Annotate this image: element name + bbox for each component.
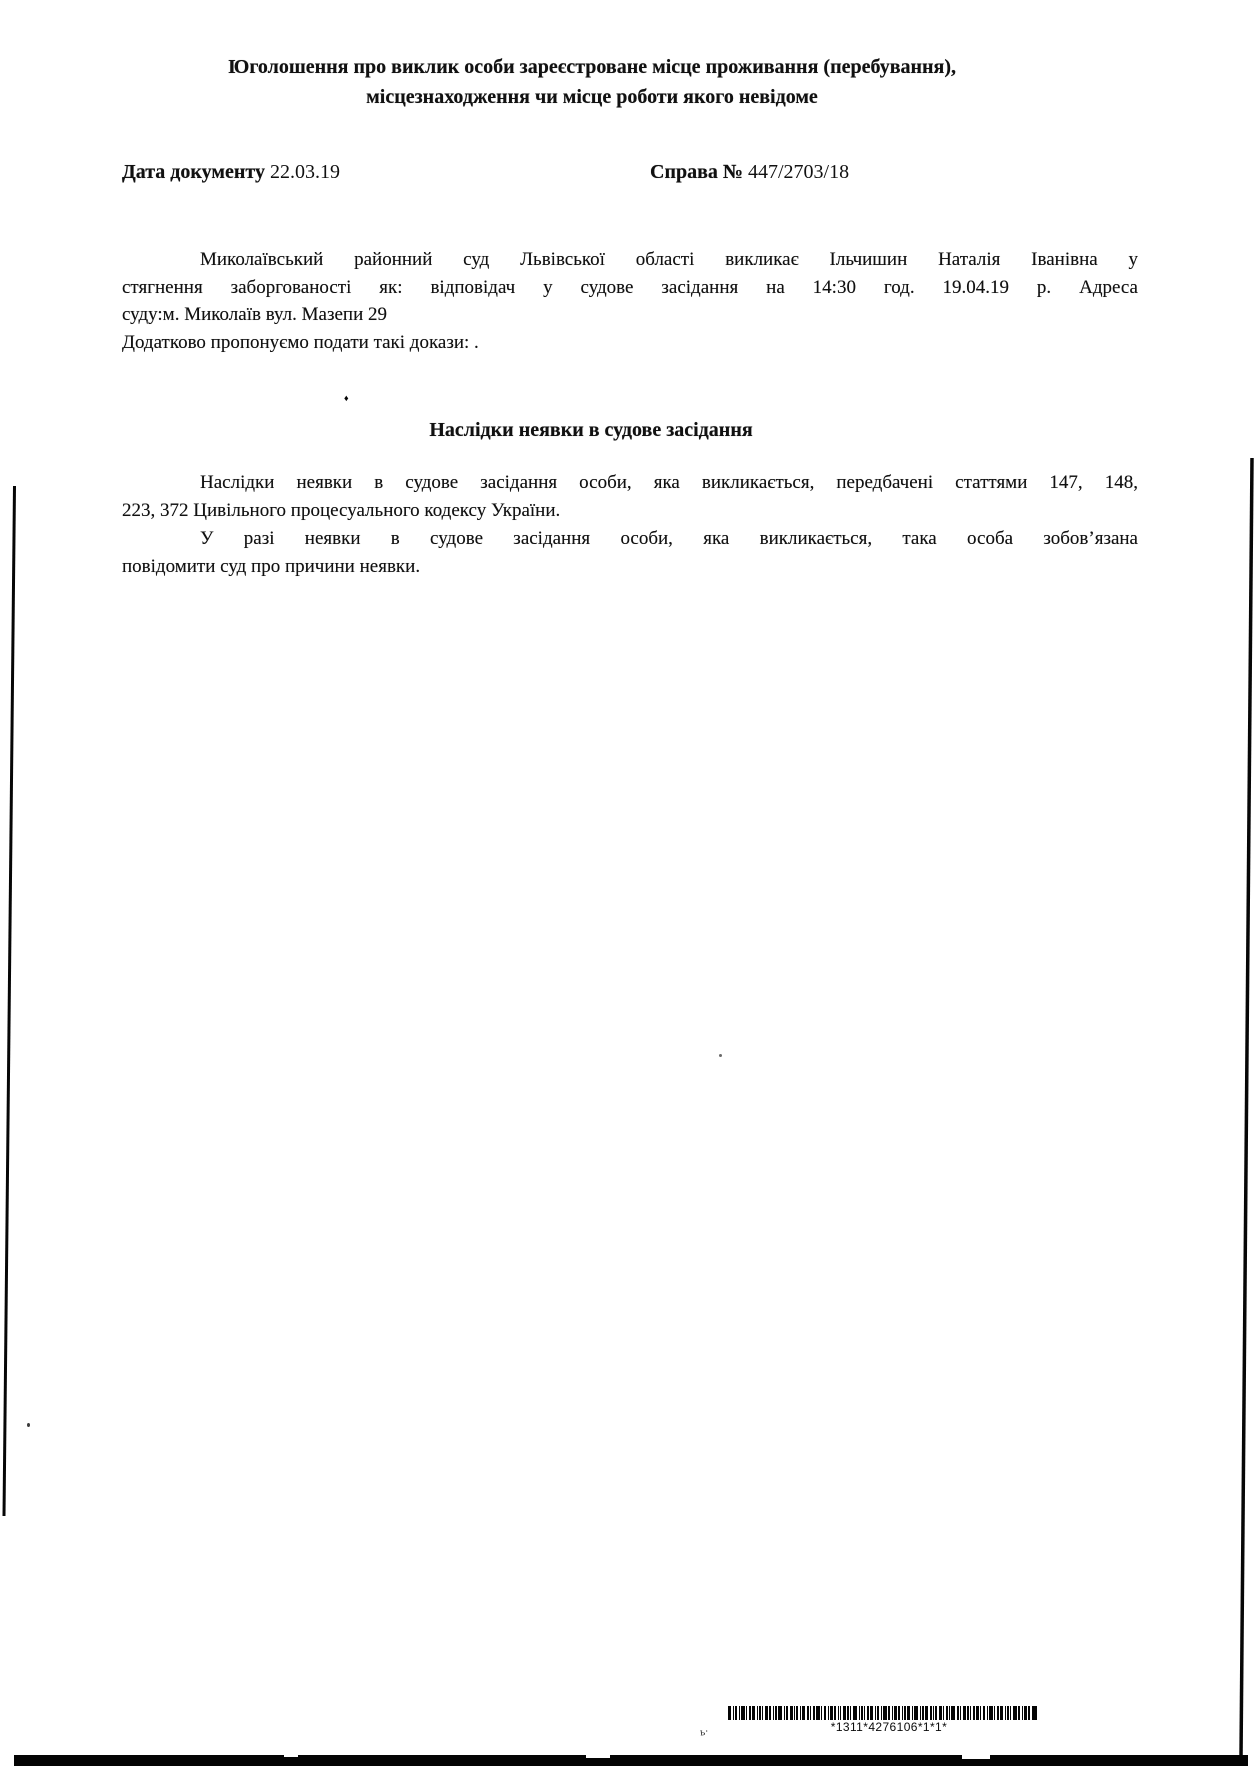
bottom-scan-bar — [14, 1755, 1248, 1766]
scan-speck-center — [719, 1054, 722, 1057]
title-line-1-text: Оголошення про виклик особи зареєстроване місце проживання (перебування), — [233, 56, 957, 78]
case-number — [650, 161, 849, 184]
main-paragraph — [122, 246, 1138, 356]
scan-line-left — [4, 486, 15, 1516]
date-label: Дата документу — [122, 161, 265, 183]
document-content — [122, 0, 1138, 1768]
obligation-paragraph — [122, 525, 1138, 580]
scan-line-right — [1241, 458, 1252, 1757]
main-paragraph-line-3: суду:м. Миколаїв вул. Мазепи 29 — [122, 304, 388, 325]
ink-mark-diamond: ♦ — [344, 393, 349, 403]
obligation-line-1: У разі неявки в судове засідання особи, яка викликається, така особа зобов’язана — [200, 528, 1138, 549]
main-paragraph-line-2: стягнення заборгованості як: відповідач у судове засідання на 14:30 год. 19.04.19 р. Адреса — [122, 276, 1138, 298]
title-line-1 — [84, 52, 1100, 82]
scan-bar-notch — [962, 1755, 990, 1759]
main-paragraph-line-4: Додатково пропонуємо подати такі докази: . — [122, 331, 479, 353]
scan-bar-notch — [586, 1755, 610, 1758]
title-line-2: місцезнаходження чи місце роботи якого невідоме — [366, 86, 818, 108]
document-date — [122, 161, 340, 184]
section-heading: Наслідки неявки в судове засідання — [429, 419, 753, 441]
scan-bar-notch — [284, 1755, 298, 1757]
footer-ink-squiggle: ь· — [699, 1725, 710, 1739]
barcode-block — [728, 1706, 1050, 1734]
consequences-line-1: Наслідки неявки в судове засідання особи, яка викликається, передбачені статтями 147, 148, — [200, 472, 1138, 493]
date-value: 22.03.19 — [270, 161, 340, 183]
main-paragraph-line-1: Миколаївський районний суд Львівської області викликає Ільчишин Наталія Іванівна у — [200, 249, 1138, 270]
consequences-paragraph — [122, 469, 1138, 524]
barcode-label: *1311*4276106*1*1* — [830, 1720, 948, 1734]
document-title — [84, 52, 1100, 112]
case-value: 447/2703/18 — [748, 161, 850, 183]
scan-speck-left-margin — [27, 1423, 30, 1427]
obligation-line-2: повідомити суд про причини неявки. — [122, 555, 421, 577]
meta-row — [122, 161, 1138, 187]
consequences-line-2: 223, 372 Цивільного процесуального кодексу України. — [122, 499, 561, 521]
barcode-bars — [728, 1706, 1050, 1720]
case-label: Справа № — [650, 161, 743, 183]
scan-artifact-bar: І — [227, 56, 233, 78]
